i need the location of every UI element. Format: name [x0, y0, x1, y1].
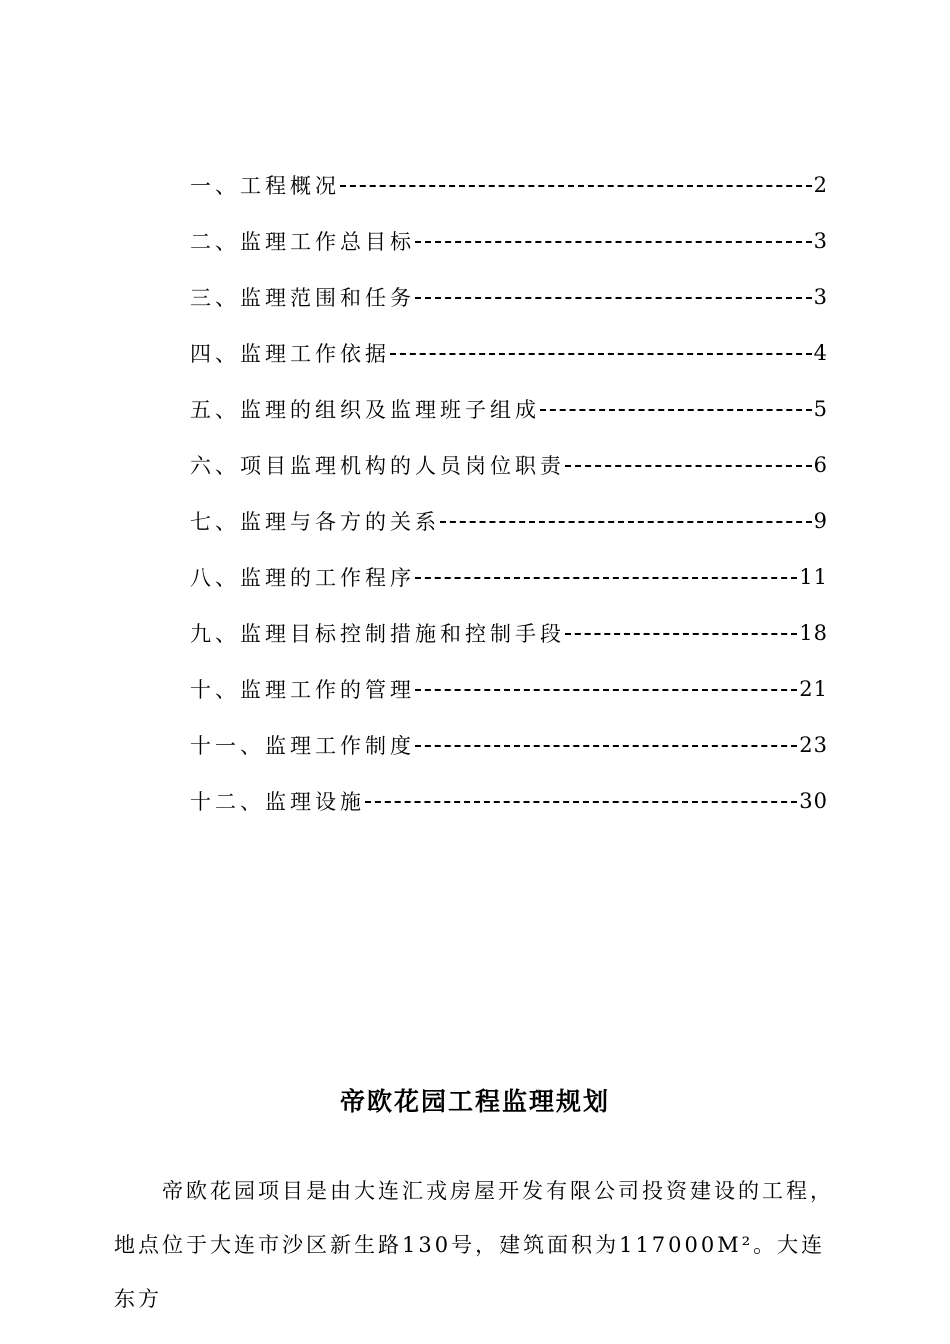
toc-entry-title: 二、监理工作总目标 [190, 230, 415, 254]
toc-entry-page: 18 [799, 621, 828, 645]
toc-leader-dots [415, 689, 797, 691]
toc-entry-page: 2 [813, 173, 828, 197]
toc-entry[interactable] [190, 325, 828, 381]
toc-entry-page: 6 [813, 453, 828, 477]
toc-entry-page: 9 [813, 509, 828, 533]
toc-leader-dots [390, 353, 812, 355]
table-of-contents [190, 157, 828, 829]
toc-leader-dots [415, 241, 812, 243]
toc-entry[interactable] [190, 773, 828, 829]
document-title: 帝欧花园工程监理规划 [339, 1087, 610, 1116]
toc-entry[interactable] [190, 661, 828, 717]
toc-entry-page: 30 [799, 789, 828, 813]
toc-entry-title: 十一、监理工作制度 [190, 734, 415, 758]
toc-leader-dots [415, 745, 797, 747]
toc-entry-title: 六、项目监理机构的人员岗位职责 [190, 454, 565, 478]
toc-leader-dots [440, 521, 812, 523]
toc-entry-page: 23 [799, 733, 828, 757]
toc-entry-title: 八、监理的工作程序 [190, 566, 415, 590]
toc-leader-dots [415, 577, 797, 579]
toc-entry-title: 七、监理与各方的关系 [190, 510, 440, 534]
toc-entry-page: 5 [813, 397, 828, 421]
toc-leader-dots [340, 185, 812, 187]
toc-entry-page: 4 [813, 341, 828, 365]
toc-entry-title: 三、监理范围和任务 [190, 286, 415, 310]
toc-entry-title: 九、监理目标控制措施和控制手段 [190, 622, 565, 646]
toc-entry[interactable] [190, 381, 828, 437]
toc-entry[interactable] [190, 493, 828, 549]
toc-leader-dots [565, 465, 812, 467]
toc-entry[interactable] [190, 157, 828, 213]
toc-entry-title: 五、监理的组织及监理班子组成 [190, 398, 540, 422]
toc-entry[interactable] [190, 717, 828, 773]
toc-entry-title: 十、监理工作的管理 [190, 678, 415, 702]
toc-entry-title: 四、监理工作依据 [190, 342, 390, 366]
toc-leader-dots [365, 801, 797, 803]
toc-entry[interactable] [190, 437, 828, 493]
toc-entry-title: 一、工程概况 [190, 174, 340, 198]
toc-leader-dots [415, 297, 812, 299]
toc-leader-dots [565, 633, 797, 635]
toc-entry[interactable] [190, 269, 828, 325]
toc-entry[interactable] [190, 213, 828, 269]
toc-entry[interactable] [190, 605, 828, 661]
toc-leader-dots [540, 409, 812, 411]
body-paragraph: 帝欧花园项目是由大连汇戎房屋开发有限公司投资建设的工程，地点位于大连市沙区新生路130号，建筑面积为117000M²。大连东方 [114, 1179, 834, 1311]
toc-entry-title: 十二、监理设施 [190, 790, 365, 814]
toc-entry-page: 21 [799, 677, 828, 701]
toc-entry[interactable] [190, 549, 828, 605]
toc-entry-page: 11 [799, 565, 828, 589]
toc-entry-page: 3 [813, 285, 828, 309]
toc-entry-page: 3 [813, 229, 828, 253]
